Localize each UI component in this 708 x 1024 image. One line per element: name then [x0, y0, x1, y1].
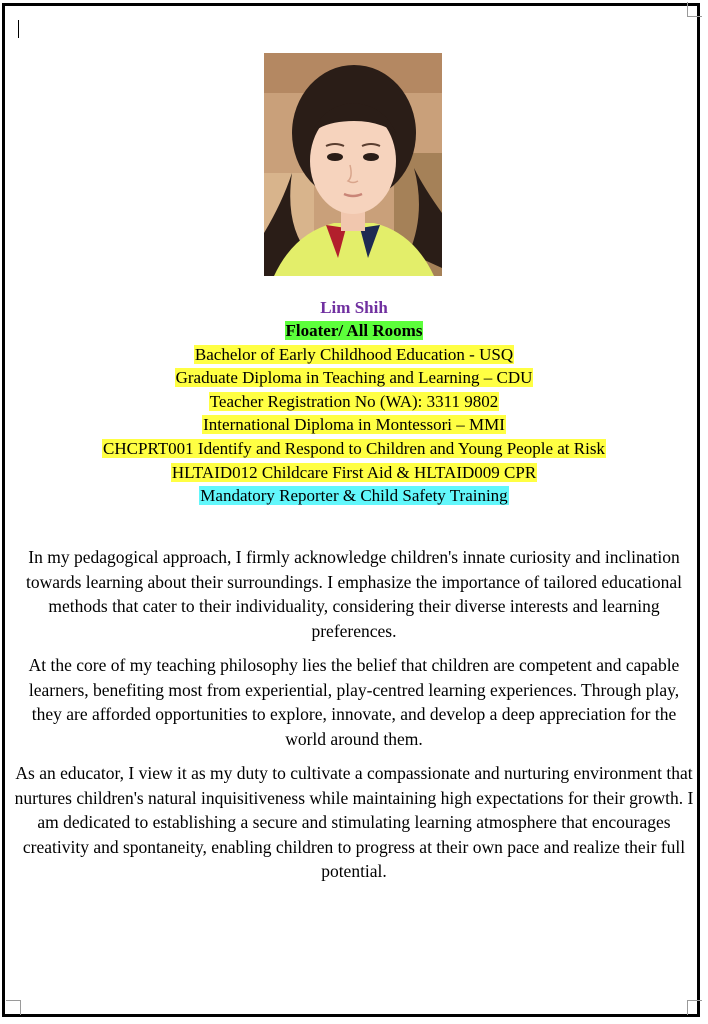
- text-cursor: [18, 20, 19, 38]
- philosophy-paragraph: In my pedagogical approach, I firmly acknowledge children's innate curiosity and inclination towards learning about their surroundings. I emphasize the importance of tailored educational methods that cater to their individuality, considering their diverse interests and learning preferences.: [25, 547, 683, 641]
- qualification-line: [10, 343, 698, 367]
- qualification-line: [10, 484, 698, 508]
- corner-crop-mark: [687, 2, 702, 17]
- corner-crop-mark: [6, 1000, 21, 1015]
- profile-header: [10, 296, 698, 508]
- qualification-item: Teacher Registration No (WA): 3311 9802: [209, 391, 499, 411]
- teaching-philosophy: [14, 545, 694, 894]
- profile-photo: [264, 53, 442, 276]
- corner-crop-mark: [687, 1000, 702, 1015]
- staff-role: Floater/ All Rooms: [285, 321, 423, 340]
- role-line: [10, 319, 698, 343]
- qualification-line: [10, 461, 698, 485]
- qualification-item: Bachelor of Early Childhood Education - USQ: [194, 344, 514, 364]
- staff-name: Lim Shih: [320, 298, 388, 317]
- qualification-line: [10, 437, 698, 461]
- philosophy-paragraph: At the core of my teaching philosophy lies the belief that children are competent and capable learners, benefiting most from experiential, play-centred learning experiences. Through play, they are afforded opportunities to explore, innovate, and develop a deep appreciation for the world around them.: [28, 655, 680, 749]
- qualification-item: Graduate Diploma in Teaching and Learning – CDU: [175, 368, 533, 388]
- qualification-line: [10, 366, 698, 390]
- qualification-item: HLTAID012 Childcare First Aid & HLTAID009 CPR: [171, 462, 537, 482]
- qualification-item: International Diploma in Montessori – MMI: [203, 415, 505, 435]
- qualification-line: [10, 390, 698, 414]
- training-item: Mandatory Reporter & Child Safety Training: [200, 486, 508, 506]
- philosophy-paragraph: As an educator, I view it as my duty to cultivate a compassionate and nurturing environment that nurtures children's natural inquisitiveness while maintaining high expectations for their growth. I am dedicated to establishing a secure and stimulating learning atmosphere that encourages creativity and spontaneity, enabling children to progress at their own pace and realize their full potential.: [14, 763, 694, 881]
- qualification-line: [10, 413, 698, 437]
- qualification-item: CHCPRT001 Identify and Respond to Children and Young People at Risk: [103, 438, 605, 458]
